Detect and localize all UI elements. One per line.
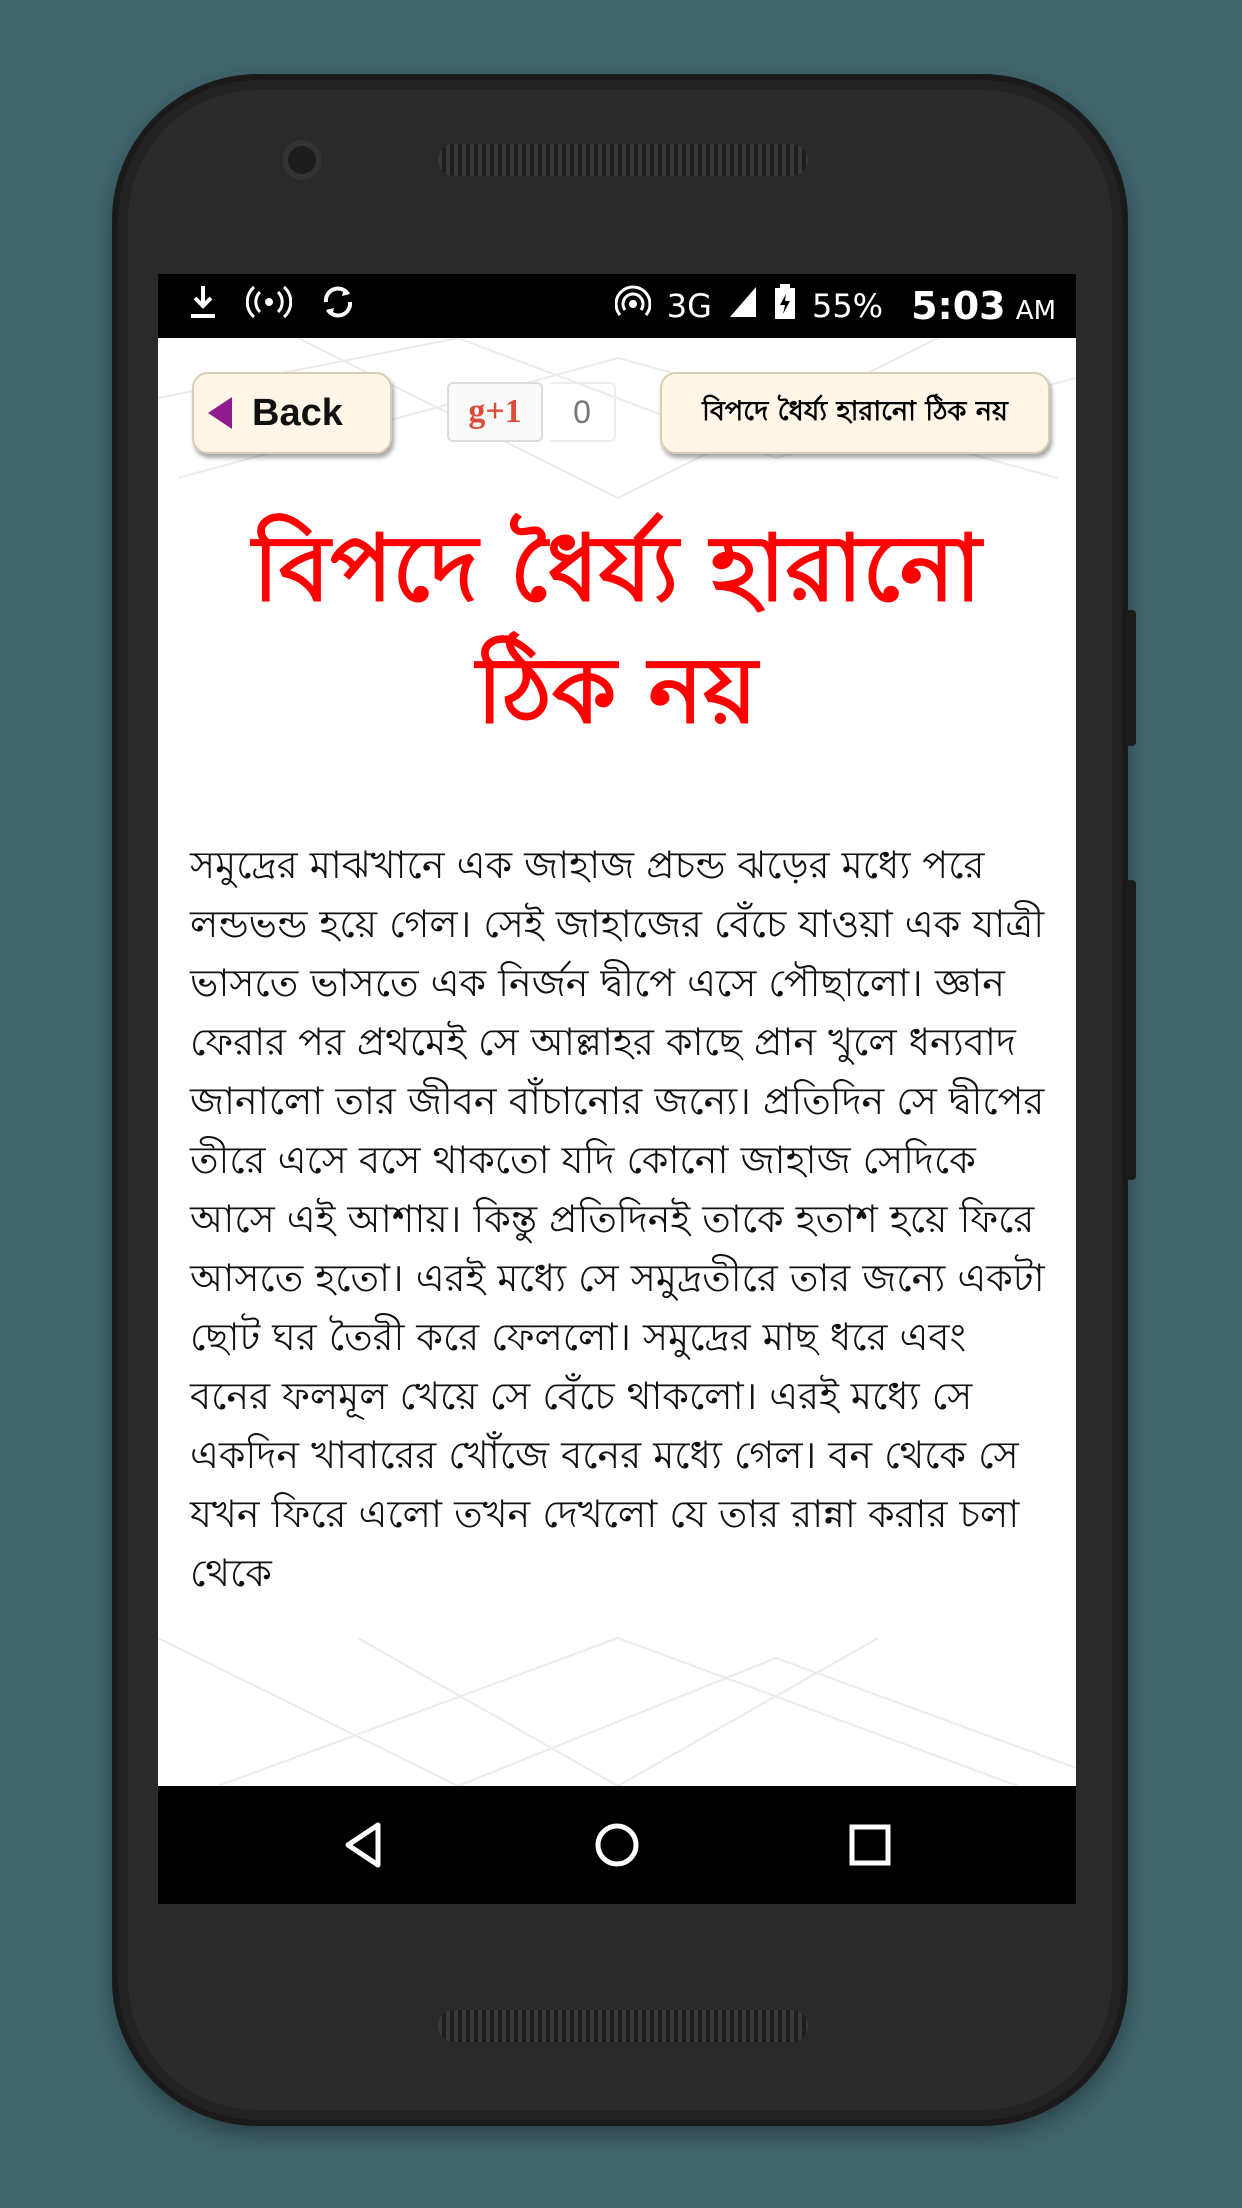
back-button-label: Back (252, 391, 343, 434)
bottom-speaker (438, 2010, 808, 2042)
sync-icon (320, 282, 356, 331)
nav-recents-icon[interactable] (830, 1805, 910, 1885)
google-plus-count: 0 (550, 382, 616, 442)
power-button (1126, 610, 1136, 746)
clock-ampm: AM (1015, 296, 1056, 326)
google-plus-one-button[interactable]: g+1 (447, 382, 543, 442)
title-button-label: বিপদে ধৈর্য্য হারানো ঠিক নয় (702, 395, 1008, 427)
clock-time: 5:03 (911, 284, 1006, 328)
nav-home-icon[interactable] (577, 1805, 657, 1885)
battery-icon (774, 284, 796, 328)
earpiece-speaker (438, 144, 808, 176)
front-camera (282, 140, 322, 180)
hotspot-icon (615, 284, 651, 328)
back-arrow-icon (208, 397, 232, 429)
network-type: 3G (666, 287, 712, 325)
screen (158, 274, 1076, 1904)
battery-level: 55% (811, 287, 884, 325)
nav-back-icon[interactable] (324, 1805, 404, 1885)
status-bar (158, 274, 1076, 338)
back-button[interactable] (192, 372, 392, 454)
download-icon (188, 282, 218, 331)
navigation-bar (158, 1786, 1076, 1904)
volume-button (1126, 880, 1136, 1180)
title-button[interactable] (660, 372, 1050, 454)
content-area (158, 338, 1076, 1786)
signal-icon (728, 285, 758, 327)
radio-signal-icon (246, 282, 292, 331)
article-title: বিপদে ধৈর্য্য হারানো ঠিক নয় (252, 515, 982, 744)
article-body: সমুদ্রের মাঝখানে এক জাহাজ প্রচন্ড ঝড়ের মধ্যে পরে লন্ডভন্ড হয়ে গেল। সেই জাহাজের বেঁচে যাওয়া এক যাত্রী ভাসতে ভাসতে এক নির্জন দ্বীপে এসে পৌছালো। জ্ঞান ফেরার পর প্রথমেই সে আল্লাহর কাছে প্রান খুলে ধন্যবাদ জানালো তার জীবন বাঁচানোর জন্যে। প্রতিদিন সে দ্বীপের তীরে এসে বসে থাকতো যদি কোনো জাহাজ সেদিকে আসে এই আশায়। কিন্তু প্রতিদিনই তাকে হতাশ হয়ে ফিরে আসতে হতো। এরই মধ্যে সে সমুদ্রতীরে তার জন্যে একটা ছোট ঘর তৈরী করে ফেললো। সমুদ্রের মাছ ধরে এবং বনের ফলমূল খেয়ে সে বেঁচে থাকলো। এরই মধ্যে সে একদিন খাবারের খোঁজে বনের মধ্যে গেল। বন থেকে সে যখন ফিরে এলো তখন দেখলো যে তার রান্না করার চলা থেকে (190, 843, 1045, 1595)
